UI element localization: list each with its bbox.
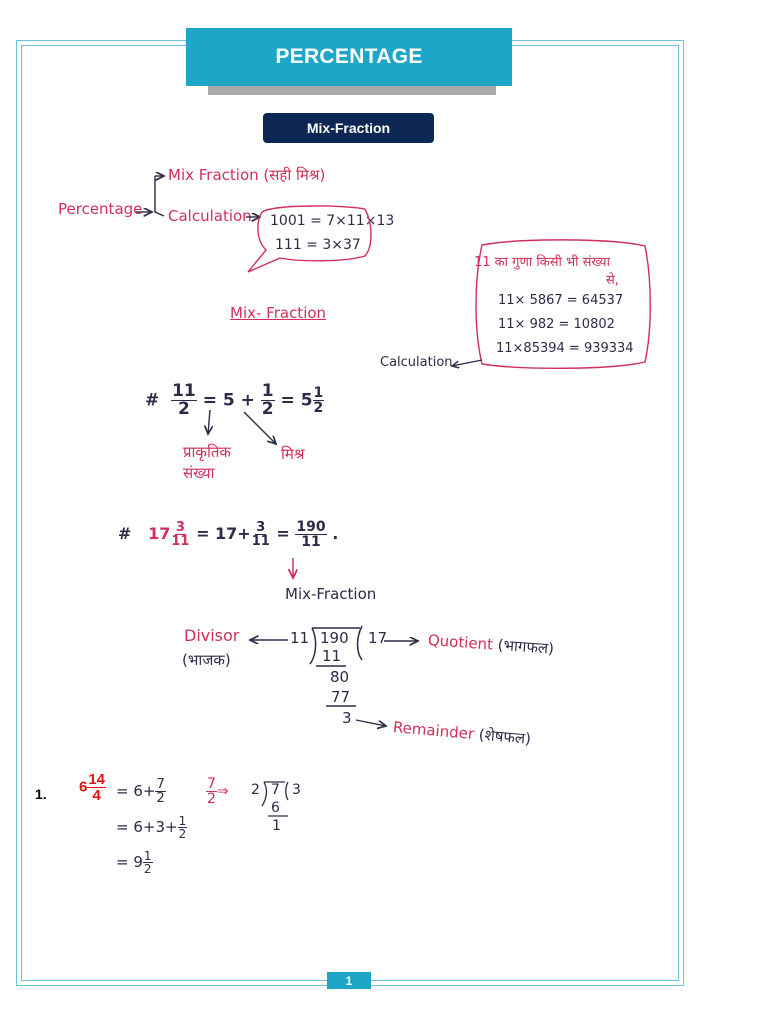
divisor-label: Divisor [184, 626, 240, 645]
example-a-half-den: 2 [261, 399, 274, 419]
example-b-den-2: 11 [251, 534, 270, 549]
percentage-branch-arrows [136, 176, 260, 217]
section-subtitle: Mix-Fraction [263, 113, 434, 143]
calculation-callout-label: Calculation [380, 355, 453, 370]
example-a-eq2: = 5 [280, 390, 313, 411]
page-title: PERCENTAGE [186, 28, 512, 86]
remainder-label: Remainder [392, 718, 475, 744]
bubble2-line3: 11×85394 = 939334 [496, 341, 634, 356]
remainder-hindi-label: (शेषफल) [478, 725, 532, 749]
bubble2-line2: 11× 982 = 10802 [498, 317, 615, 332]
example-a-half-num: 1 [261, 381, 274, 401]
problem-line3-eq: = 9 [116, 853, 143, 871]
page-number: 1 [327, 972, 371, 989]
example-b-whole: 17 [148, 524, 171, 543]
bubble2-heading-line2: से, [606, 273, 619, 288]
example-b-den: 11 [171, 534, 190, 549]
problem-side-num: 7 [207, 776, 216, 792]
mix-label: मिश्र [281, 445, 305, 463]
division-dividend: 190 [320, 629, 349, 647]
example-a-result-num: 1 [313, 385, 324, 401]
division-bracket [310, 626, 362, 706]
example-a-result-den: 2 [313, 400, 324, 416]
problem-line2-eq: = 6+3+ [116, 818, 178, 836]
mix-fraction-branch-label: Mix Fraction (सही मिश्र) [168, 166, 326, 184]
division-divisor: 11 [290, 629, 310, 647]
problem-line1-eq: = 6+ [116, 782, 156, 800]
example-b-hash: # [118, 524, 132, 543]
example-a-hash: # [145, 390, 160, 411]
percentage-label: Percentage [58, 200, 143, 218]
example-a-eq1: = 5 + [202, 390, 255, 411]
problem-div-quotient: 3 [292, 782, 301, 798]
problem-denominator: 4 [92, 787, 101, 804]
example-b-result-den: 11 [301, 534, 321, 550]
division-step1: 11 [322, 647, 342, 665]
remainder-arrow [356, 720, 386, 726]
problem-div-dividend: 7 [271, 782, 280, 798]
problem-line1-den: 2 [156, 791, 165, 806]
quotient-label: Quotient [427, 631, 494, 654]
problem-whole: 6 [79, 778, 88, 796]
problem-number: 1. [35, 786, 47, 802]
problem-div-divisor: 2 [251, 782, 260, 798]
example-a-denominator: 2 [178, 399, 190, 419]
quotient-hindi-label: (भागफल) [497, 635, 555, 658]
problem-line1-num: 7 [156, 777, 165, 792]
natural-number-label-line1: प्राकृतिक [183, 443, 231, 461]
natural-number-arrow [208, 410, 210, 434]
problem-side-den: 2 [207, 791, 216, 807]
bubble2-outline [476, 240, 650, 368]
bubble2-line1: 11× 5867 = 64537 [498, 293, 624, 308]
mix-fraction-arrow-label: Mix-Fraction [285, 585, 377, 603]
example-b-eq2: = [276, 524, 290, 543]
division-step2: 80 [330, 668, 350, 686]
problem-division-bracket [262, 782, 288, 816]
problem-line2-num: 1 [178, 814, 187, 828]
problem-div-remainder: 1 [272, 818, 281, 834]
bubble2-heading-line1: 11 का गुणा किसी भी संख्या [474, 255, 610, 270]
bubble1-line2: 111 = 3×37 [275, 237, 361, 253]
natural-number-label-line2: संख्या [183, 464, 215, 482]
calculation-branch-label: Calculation [168, 207, 252, 225]
mix-arrow [244, 412, 276, 444]
example-b-eq1: = 17+ [196, 524, 251, 543]
division-quotient: 17 [368, 629, 388, 647]
calculation-callout-arrow [452, 360, 482, 366]
divisor-hindi-label: (भाजक) [182, 651, 231, 669]
problem-line3-num: 1 [143, 849, 152, 863]
problem-line3-den: 2 [143, 862, 152, 876]
bubble1-line1: 1001 = 7×11×13 [270, 213, 395, 229]
division-step3: 77 [331, 688, 351, 706]
mix-fraction-heading: Mix- Fraction [230, 304, 327, 322]
example-b-result-num: 190 [296, 519, 326, 535]
example-b-dot: . [332, 524, 339, 543]
problem-div-step: 6 [271, 800, 280, 816]
example-a-numerator: 11 [172, 381, 196, 401]
problem-numerator: 14 [88, 771, 106, 788]
division-remainder: 3 [342, 709, 352, 727]
problem-side-arrow: ⇒ [216, 783, 229, 800]
bubble1-outline [248, 206, 371, 272]
problem-line2-den: 2 [178, 827, 187, 841]
example-b-num-2: 3 [256, 520, 266, 535]
example-b-num: 3 [175, 520, 185, 535]
